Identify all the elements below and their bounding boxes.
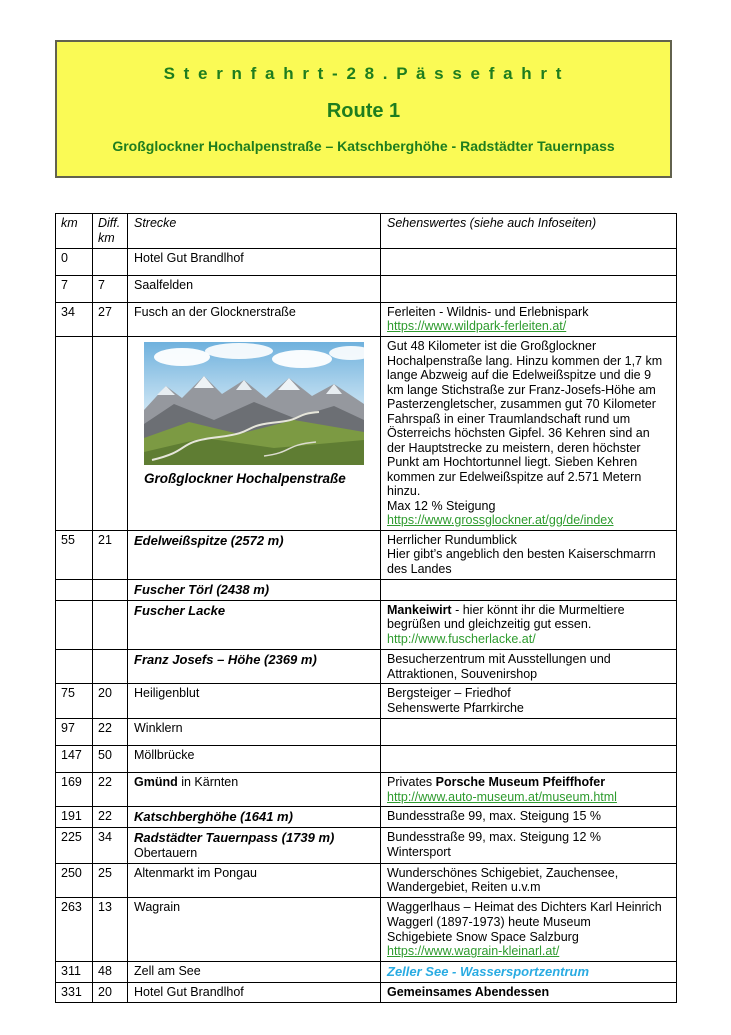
km-cell: 55 (56, 530, 93, 579)
km-cell (56, 600, 93, 649)
sight-text: Ferleiten - Wildnis- und Erlebnispark (387, 304, 589, 319)
sehenswertes-cell (381, 579, 677, 600)
diff-cell (93, 248, 128, 275)
table-row (56, 579, 677, 600)
sight-text: Schigebiete Snow Space Salzburg (387, 929, 579, 944)
table-row (56, 772, 677, 807)
table-row (56, 649, 677, 684)
diff-cell: 27 (93, 302, 128, 337)
km-cell: 75 (56, 684, 93, 719)
wagrain-kleinarl-link[interactable]: https://www.wagrain-kleinarl.at/ (387, 944, 560, 959)
table-row (56, 337, 677, 531)
strecke-cell: Altenmarkt im Pongau (128, 863, 381, 898)
table-row (56, 898, 677, 962)
km-cell: 331 (56, 982, 93, 1002)
sehenswertes-cell (381, 982, 677, 1002)
sehenswertes-cell (381, 898, 677, 962)
col-header-sehenswertes: Sehenswertes (siehe auch Infoseiten) (381, 214, 677, 249)
diff-cell: 25 (93, 863, 128, 898)
col-header-strecke: Strecke (128, 214, 381, 249)
sight-text: Bergsteiger – Friedhof (387, 686, 511, 701)
strecke-cell: Möllbrücke (128, 745, 381, 772)
sight-text: Bundesstraße 99, max. Steigung 15 % (387, 809, 602, 824)
zeller-see-highlight: Zeller See - Wassersportzentrum (387, 964, 590, 979)
diff-cell: 48 (93, 962, 128, 983)
photo-caption: Großglockner Hochalpenstraße (144, 471, 346, 486)
sight-text: Wunderschönes Schigebiet, Zauchensee, (387, 865, 619, 880)
diff-cell (93, 600, 128, 649)
sehenswertes-cell (381, 248, 677, 275)
km-cell: 191 (56, 807, 93, 828)
diff-cell: 13 (93, 898, 128, 962)
diff-cell: 7 (93, 275, 128, 302)
diff-cell: 22 (93, 772, 128, 807)
diff-cell (93, 649, 128, 684)
wildpark-ferleiten-link[interactable]: https://www.wildpark-ferleiten.at/ (387, 319, 567, 334)
diff-cell: 21 (93, 530, 128, 579)
diff-cell (93, 337, 128, 531)
sight-text: Hier gibt’s angeblich den besten Kaiserschmarrn des Landes (387, 547, 656, 576)
route-title: Route 1 (326, 99, 401, 122)
table-row (56, 982, 677, 1002)
sehenswertes-cell (381, 863, 677, 898)
km-cell: 225 (56, 828, 93, 864)
km-cell: 0 (56, 248, 93, 275)
table-row (56, 684, 677, 719)
sehenswertes-cell (381, 962, 677, 983)
col-header-diff-km: Diff. km (93, 214, 128, 249)
table-row (56, 302, 677, 337)
sight-text: Besucherzentrum mit Ausstellungen und Attraktionen, Souvenirshop (387, 651, 611, 681)
strecke-cell: Zell am See (128, 962, 381, 983)
table-row (56, 863, 677, 898)
km-cell (56, 649, 93, 684)
km-cell (56, 337, 93, 531)
sehenswertes-cell (381, 772, 677, 807)
km-cell: 147 (56, 745, 93, 772)
sehenswertes-cell (381, 718, 677, 745)
sight-text: Mankeiwirt - hier könnt ihr die Murmeltiere begrüßen und gleichzeitig gut essen. (387, 602, 625, 632)
strecke-cell: Fusch an der Glocknerstraße (128, 302, 381, 337)
sight-text: Wandergebiet, Reiten u.v.m (387, 880, 541, 895)
table-row (56, 962, 677, 983)
strecke-cell: Heiligenblut (128, 684, 381, 719)
diff-cell: 20 (93, 982, 128, 1002)
sehenswertes-cell (381, 275, 677, 302)
table-row (56, 745, 677, 772)
km-cell: 34 (56, 302, 93, 337)
sehenswertes-cell (381, 684, 677, 719)
diff-cell: 22 (93, 718, 128, 745)
strecke-cell: Hotel Gut Brandlhof (128, 248, 381, 275)
strecke-cell: Winklern (128, 718, 381, 745)
sehenswertes-cell (381, 807, 677, 828)
strecke-cell: Gmünd in Kärnten (128, 772, 381, 807)
table-row (56, 807, 677, 828)
km-cell: 169 (56, 772, 93, 807)
strecke-cell: Radstädter Tauernpass (1739 m) Obertauern (128, 828, 381, 864)
col-header-km: km (56, 214, 93, 249)
title-banner (55, 40, 672, 178)
table-row (56, 248, 677, 275)
strecke-cell: Fuscher Lacke (128, 600, 381, 649)
sehenswertes-cell (381, 828, 677, 864)
diff-cell: 20 (93, 684, 128, 719)
diff-cell (93, 579, 128, 600)
sehenswertes-cell (381, 649, 677, 684)
km-cell: 250 (56, 863, 93, 898)
sight-text: Wintersport (387, 844, 451, 859)
table-header-row (56, 214, 677, 249)
strecke-cell: Saalfelden (128, 275, 381, 302)
sight-text: Bundesstraße 99, max. Steigung 12 % (387, 830, 602, 844)
strecke-cell: Wagrain (128, 898, 381, 962)
table-row (56, 530, 677, 579)
table-row (56, 718, 677, 745)
sight-text: Waggerlhaus – Heimat des Dichters Karl Heinrich Waggerl (1897-1973) heute Museum (387, 900, 662, 929)
diff-cell: 22 (93, 807, 128, 828)
auto-museum-link[interactable]: http://www.auto-museum.at/museum.html (387, 789, 617, 804)
sehenswertes-cell (381, 530, 677, 579)
strecke-cell: Edelweißspitze (2572 m) (128, 530, 381, 579)
sehenswertes-cell (381, 302, 677, 337)
table-row (56, 600, 677, 649)
fuscherlacke-link[interactable]: http://www.fuscherlacke.at/ (387, 632, 536, 646)
diff-cell: 50 (93, 745, 128, 772)
strecke-cell (128, 337, 381, 531)
alpine-panorama-photo (144, 342, 364, 465)
km-cell: 97 (56, 718, 93, 745)
strecke-cell: Hotel Gut Brandlhof (128, 982, 381, 1002)
sehenswertes-cell (381, 745, 677, 772)
sehenswertes-cell (381, 600, 677, 649)
diff-cell: 34 (93, 828, 128, 864)
strecke-cell: Katschberghöhe (1641 m) (128, 807, 381, 828)
sight-text: Sehenswerte Pfarrkirche (387, 701, 524, 715)
sight-text: Gut 48 Kilometer ist die Großglockner Hochalpenstraße lang. Hinzu kommen der 1,7 km lange Abzweig auf die Edelweißspitze und die 9 km lange Stichstraße zur Franz-Josefs-Höhe am Pasterzengletscher, zusammen gut 70 Kilometer Fahrspaß in einer Traumlandschaft rund um Österreichs höchsten Gipfel. 36 Kehren sind an der Hauptstrecke zu meistern, deren höchster Punkt am Hochtortunnel liegt. Sieben Kehren kommen zur Edelweißspitze auf 2.571 Metern hinzu. (387, 339, 663, 498)
route-subtitle: Großglockner Hochalpenstraße – Katschberghöhe - Radstädter Tauernpass (112, 138, 615, 155)
strecke-cell: Fuscher Törl (2438 m) (128, 579, 381, 600)
sight-text: Herrlicher Rundumblick (387, 532, 517, 547)
km-cell (56, 579, 93, 600)
table-row (56, 828, 677, 864)
km-cell: 263 (56, 898, 93, 962)
grossglockner-link[interactable]: https://www.grossglockner.at/gg/de/index (387, 513, 614, 527)
dinner-note: Gemeinsames Abendessen (387, 984, 550, 999)
sight-text: Privates Porsche Museum Pfeiffhofer (387, 774, 606, 789)
km-cell: 7 (56, 275, 93, 302)
strecke-cell: Franz Josefs – Höhe (2369 m) (128, 649, 381, 684)
sehenswertes-cell (381, 337, 677, 531)
route-table (55, 213, 677, 1003)
table-row (56, 275, 677, 302)
km-cell: 311 (56, 962, 93, 983)
event-title: S t e r n f a h r t - 2 8 . P ä s s e f a h r t (163, 63, 564, 83)
sight-text: Max 12 % Steigung (387, 498, 496, 513)
